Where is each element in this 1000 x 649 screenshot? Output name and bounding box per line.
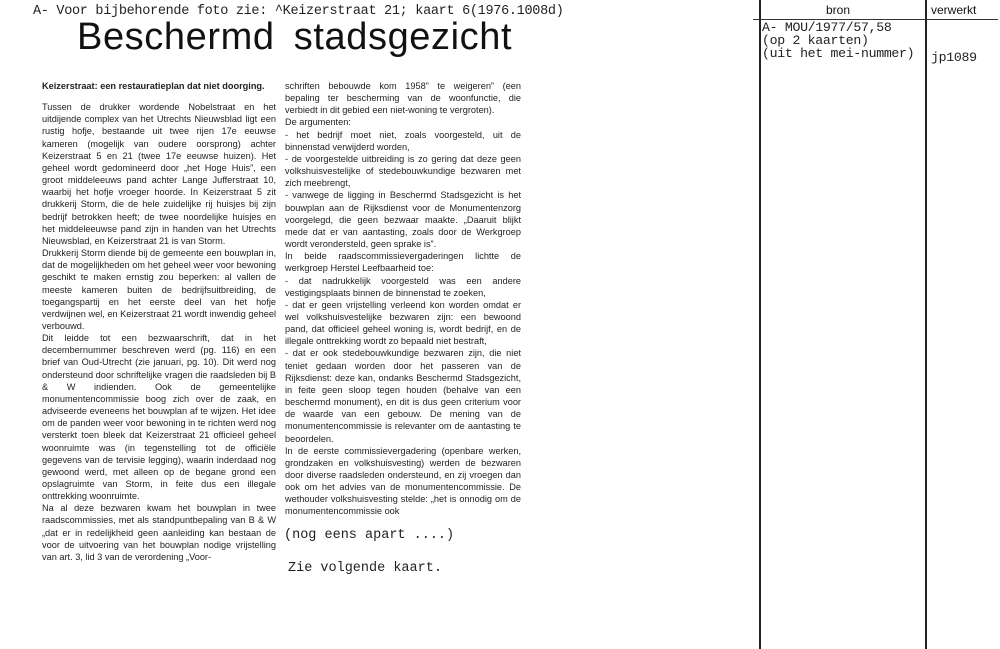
argument-item: - dat nadrukkelijk voorgesteld was een andere vestigingsplaats binnen de binnenstad te zoeken, [285,275,521,298]
article-paragraph: Drukkerij Storm diende bij de gemeente een bouwplan in, dat de mogelijkheden om het geheel weer voor bewoning geschikt te maken ernstig zou beperken: al vallen de meeste kameren buiten de bedrijfsuitbreiding, de toegangspartij en het eerste deel van het hofje verdwijnen wel, en Keizerstraat 21 wordt inwendig geheel verbouwd. [42,248,276,331]
headline: Beschermd stadsgezicht [77,16,513,58]
article-subheading: Keizerstraat: een restauratieplan dat niet doorging. [42,81,265,91]
argument-item: - vanwege de ligging in Beschermd Stadsgezicht is het bouwplan aan de Rijksdienst voor de Monumentenzorg voorgelegd, die geen bezwaar maakte. „Daaruit blijkt mede dat er van aantasting, zoals door de Werkgroep wordt verondersteld, geen sprake is”. [285,190,521,250]
column-header-bron: bron [826,3,851,17]
typed-reference: A- Voor bijbehorende foto zie: ^Keizerstraat 21; kaart 6(1976.1008d) [33,4,564,19]
article-paragraph: In de eerste commissievergadering (openbare werken, grondzaken en volkshuisvesting) werden de bezwaren door diverse raadsleden ondersteund, en zij vroegen dan ook om het advies van de monumentencommissie. De wethouder volkshuisvesting stelde: „het is onnodig om de monumentencommissie ook [285,445,521,517]
article-column-right [285,80,521,518]
typed-note-continued: (nog eens apart ....) [284,528,455,543]
article-paragraph: Tussen de drukker wordende Nobelstraat en het uitdijende complex van het Utrechts Nieuwsblad ligt een rustig hofje, bestaande uit twee rijen 17e eeuwse kameren (mogelijk van oudere oorsprong) achter Keizerstraat 5 en 21 (twee 17e eeuwse huizen). Het geheel wordt gedomineerd door „het Hoge Huis”, een groot middeleeuws pand achter Lange Jufferstraat 10, waarbij het hofje vroeger hoorde. In Keizerstraat 5 zit drukkerij Storm, die de hele zuidelijke rij huisjes bij zijn bedrijf betrokken heeft; de twee noordelijke huisjes en het middeleeuwse pand zijn in handen van het Utrechts Nieuwsblad, en Keizerstraat 21 is van Storm. [42,102,276,246]
argument-item: - de voorgestelde uitbreiding is zo gering dat deze geen volkshuisvestelijke of stedebouwkundige bezwaren met zich meebrengt, [285,153,521,189]
article-paragraph: In beide raadscommissievergaderingen lichtte de werkgroep Herstel Leefbaarheid toe: [285,251,521,274]
column-header-verwerkt: verwerkt [931,3,977,17]
article-column-left [42,80,276,563]
article-paragraph: schriften bebouwde kom 1958” te weigeren” (een bepaling ter bescherming van de woonfunctie, die verbiedt in dit gebied een niet-woning te vergroten). [285,81,521,116]
processed-cell: jp1089 [931,50,977,65]
source-line: (op 2 kaarten) [762,33,869,48]
article-paragraph: Dit leidde tot een bezwaarschrift, dat in het decembernummer beschreven werd (pg. 116) en een brief van Oud-Utrecht (zie januari, pg. 10). Dit werd nog ondersteund door schriftelijke vragen die raadsleden bij B & W indienden. Ook de gemeentelijke monumentencommissie boog zich over de zaak, en adviseerde eveneens het bouwplan af te wijzen. Het idee om de panden weer voor bewoning in te richten werd nog versterkt toen bleek dat Keizerstraat 21 officieel geheel woonruimte was (in tegenstelling tot de officiële gegevens van de tervisie legging), waarin inderdaad nog gewoond werd, met alleen op de begane grond een opslagruimte van Storm, in feite dus een illegale onttrekking woonruimte. [42,333,276,502]
source-line: A- MOU/1977/57,58 [762,20,892,35]
typed-note-next-card: Zie volgende kaart. [288,561,442,576]
argument-item: - dat er geen vrijstelling verleend kon worden omdat er wel volkshuisvestelijke bezwaren zijn: een bewoond pand, dat officieel geheel woning is, wordt bedrijf, en de illegale onttrekking wordt zo bepaald niet bestraft, [285,299,521,347]
source-cell [762,21,914,60]
article-paragraph: Na al deze bezwaren kwam het bouwplan in twee raadscommissies, met als standpuntbepaling van B & W „dat er in redelijkheid geen aanleiding kan bestaan de voor de uitvoering van het bouwplan nodige vrijstelling van art. 3, lid 3 van de verordening „Voor- [42,503,276,562]
table-rule-middle [925,0,927,649]
source-line: (uit het mei-nummer) [762,46,915,61]
argument-item: - het bedrijf moet niet, zoals voorgesteld, uit de binnenstad verwijderd worden, [285,129,521,152]
table-rule-left [759,0,761,649]
article-paragraph: De argumenten: [285,117,351,128]
index-table [759,0,1000,649]
argument-item: - dat er ook stedebouwkundige bezwaren zijn, die niet teniet gedaan worden door het passeren van de Rijksdienst: deze kan, ondanks Beschermd Stadsgezicht, in feite geen sloop tegen houden (behalve van een beschermd monument), en dit is dus geen criterium voor de waarde van een gebouw. De mening van de monumentencommissie is relevanter om de aantasting te beoordelen. [285,348,521,444]
